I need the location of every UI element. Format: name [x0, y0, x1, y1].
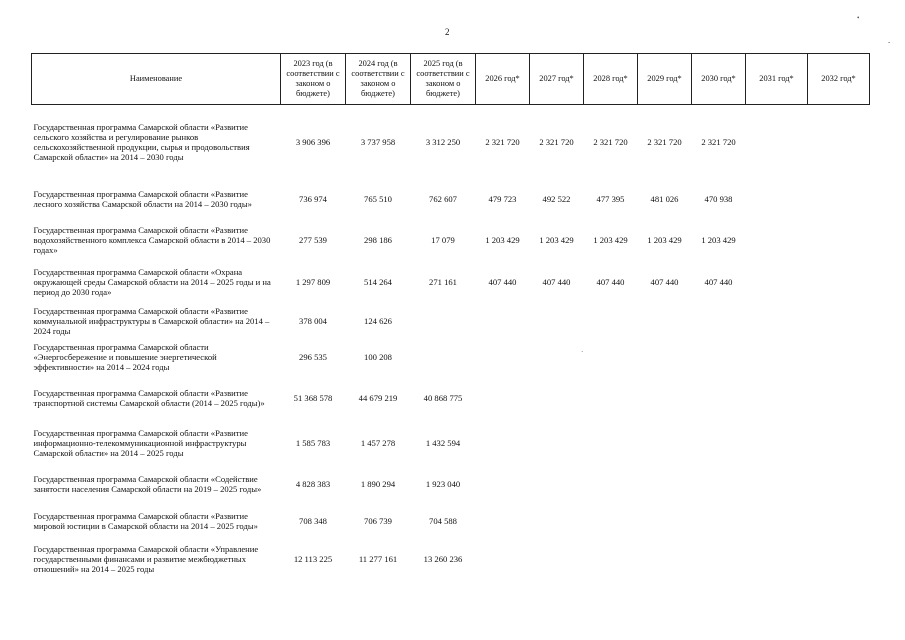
value-cell: 708 348	[299, 516, 327, 526]
value-cell: 477 395	[596, 193, 625, 204]
value-cell	[584, 466, 638, 503]
table-row	[32, 339, 870, 376]
value-cell: 470 938	[704, 193, 733, 204]
value-cell: 1 432 594	[425, 438, 461, 448]
value-cell	[746, 466, 808, 503]
value-cell	[808, 540, 870, 578]
value-cell	[411, 303, 476, 339]
value-cell	[808, 303, 870, 339]
program-name-cell: Государственная программа Самарской области «Развитие коммунальной инфраструктуры в Самарской области» на 2014 – 2024 годы	[33, 305, 270, 336]
value-cell	[584, 339, 638, 376]
value-cell	[692, 466, 746, 503]
table-row	[32, 503, 870, 540]
value-cell: 4 828 383	[295, 479, 331, 489]
value-cell: 271 161	[429, 276, 457, 287]
col-header-2023: 2023 год (в соответствии с законом о бюджете)	[281, 54, 346, 105]
value-cell: 762 607	[429, 193, 457, 204]
value-cell: 1 585 783	[295, 438, 331, 448]
value-cell: 124 626	[364, 315, 392, 326]
value-cell: 40 868 775	[423, 393, 463, 403]
value-cell: 13 260 236	[423, 553, 463, 564]
value-cell	[476, 540, 530, 578]
value-cell: 704 588	[429, 516, 457, 526]
scan-speck: -	[888, 38, 891, 46]
value-cell: 407 440	[704, 276, 733, 287]
value-cell	[746, 303, 808, 339]
value-cell	[638, 421, 692, 466]
value-cell	[808, 503, 870, 540]
value-cell	[530, 339, 584, 376]
value-cell	[411, 339, 476, 376]
table-row	[32, 540, 870, 578]
value-cell: 479 723	[488, 193, 517, 204]
value-cell	[638, 466, 692, 503]
value-cell	[584, 376, 638, 421]
value-cell: 1 203 429	[485, 234, 520, 245]
value-cell: 17 079	[431, 234, 455, 245]
program-name-cell: Государственная программа Самарской области «Развитие мировой юстиции в Самарской области на 2014 – 2025 годы»	[33, 511, 258, 531]
value-cell	[638, 303, 692, 339]
value-cell	[746, 421, 808, 466]
value-cell: 407 440	[650, 276, 679, 287]
value-cell	[746, 503, 808, 540]
value-cell: 2 321 720	[701, 136, 736, 147]
value-cell: 492 522	[542, 193, 571, 204]
value-cell	[746, 540, 808, 578]
program-name-cell: Государственная программа Самарской области «Развитие водохозяйственного комплекса Самарской области в 2014 – 2030 годах»	[33, 224, 271, 255]
value-cell	[808, 179, 870, 219]
program-name-cell: Государственная программа Самарской области «Развитие транспортной системы Самарской области (2014 – 2025 годы)»	[33, 388, 265, 408]
value-cell	[638, 339, 692, 376]
value-cell	[476, 503, 530, 540]
col-header-2029: 2029 год*	[638, 54, 692, 105]
value-cell	[746, 179, 808, 219]
value-cell	[808, 261, 870, 303]
value-cell	[530, 303, 584, 339]
value-cell	[530, 421, 584, 466]
value-cell	[692, 376, 746, 421]
value-cell	[692, 503, 746, 540]
col-header-2024: 2024 год (в соответствии с законом о бюджете)	[346, 54, 411, 105]
value-cell: 378 004	[299, 315, 327, 326]
col-header-2027: 2027 год*	[530, 54, 584, 105]
value-cell	[530, 466, 584, 503]
value-cell: 298 186	[364, 234, 392, 245]
value-cell: 407 440	[542, 276, 571, 287]
program-name-cell: Государственная программа Самарской области «Развитие информационно-телекоммуникационной инфраструктуры Самарской области» на 2014 – 2025 годы	[33, 428, 248, 458]
table-row	[32, 105, 870, 179]
value-cell: 2 321 720	[647, 136, 682, 147]
value-cell: 2 321 720	[485, 136, 520, 147]
program-name-cell: Государственная программа Самарской области «Управление государственными финансами и развитие межбюджетных отношений» на 2014 – 2025 годы	[33, 543, 259, 574]
value-cell: 1 890 294	[360, 479, 396, 489]
value-cell: 51 368 578	[293, 393, 333, 403]
table-row	[32, 376, 870, 421]
scan-speck: •	[857, 14, 860, 22]
table-row	[32, 261, 870, 303]
value-cell: 736 974	[299, 193, 327, 204]
value-cell: 3 906 396	[295, 136, 331, 147]
col-header-2025: 2025 год (в соответствии с законом о бюджете)	[411, 54, 476, 105]
value-cell	[584, 421, 638, 466]
value-cell	[808, 421, 870, 466]
value-cell	[530, 376, 584, 421]
program-name-cell: Государственная программа Самарской области «Охрана окружающей среды Самарской области на 2014 – 2025 годы и на период до 2030 года»	[33, 266, 271, 297]
value-cell: 296 535	[299, 352, 327, 362]
col-header-2026: 2026 год*	[476, 54, 530, 105]
value-cell	[746, 339, 808, 376]
value-cell: 1 457 278	[360, 438, 396, 448]
program-name-cell: Государственная программа Самарской области «Содействие занятости населения Самарской области на 2019 – 2025 годы»	[33, 474, 262, 494]
value-cell: 514 264	[364, 276, 392, 287]
value-cell	[692, 421, 746, 466]
scan-speck: ·	[581, 348, 584, 356]
value-cell: 11 277 161	[358, 553, 398, 564]
value-cell	[692, 303, 746, 339]
page-number: 2	[445, 27, 450, 37]
value-cell	[584, 540, 638, 578]
value-cell	[692, 339, 746, 376]
value-cell	[746, 261, 808, 303]
col-header-2032: 2032 год*	[808, 54, 870, 105]
value-cell: 12 113 225	[293, 553, 333, 564]
value-cell: 2 321 720	[539, 136, 574, 147]
value-cell: 481 026	[650, 193, 679, 204]
value-cell: 277 539	[299, 234, 327, 245]
value-cell	[746, 219, 808, 261]
table-row	[32, 303, 870, 339]
value-cell	[808, 339, 870, 376]
value-cell	[692, 540, 746, 578]
table-row	[32, 421, 870, 466]
value-cell	[530, 503, 584, 540]
value-cell	[808, 105, 870, 179]
header-row	[32, 54, 870, 105]
value-cell: 1 297 809	[295, 276, 331, 287]
col-header-name: Наименование	[32, 54, 281, 105]
value-cell: 765 510	[364, 193, 392, 204]
value-cell	[638, 503, 692, 540]
program-name-cell: Государственная программа Самарской области «Развитие лесного хозяйства Самарской области на 2014 – 2030 годы»	[33, 188, 252, 209]
value-cell	[476, 303, 530, 339]
table-row	[32, 179, 870, 219]
value-cell: 3 737 958	[360, 136, 396, 147]
value-cell	[808, 376, 870, 421]
value-cell: 407 440	[596, 276, 625, 287]
value-cell	[808, 219, 870, 261]
value-cell	[476, 466, 530, 503]
value-cell: 1 923 040	[425, 479, 461, 489]
value-cell: 1 203 429	[593, 234, 628, 245]
col-header-2031: 2031 год*	[746, 54, 808, 105]
col-header-2030: 2030 год*	[692, 54, 746, 105]
value-cell	[746, 376, 808, 421]
value-cell	[638, 376, 692, 421]
program-name-cell: Государственная программа Самарской области «Развитие сельского хозяйства и регулирование рынков сельскохозяйственной продукции, сырья и продовольствия Самарской области» на 2014 – 2030 годы	[33, 121, 250, 162]
value-cell	[476, 339, 530, 376]
table-row	[32, 466, 870, 503]
value-cell: 44 679 219	[358, 393, 398, 403]
value-cell	[476, 421, 530, 466]
value-cell: 1 203 429	[701, 234, 736, 245]
value-cell: 3 312 250	[425, 136, 461, 147]
value-cell: 1 203 429	[539, 234, 574, 245]
value-cell: 2 321 720	[593, 136, 628, 147]
value-cell	[638, 540, 692, 578]
value-cell: 706 739	[364, 516, 392, 526]
program-name-cell: Государственная программа Самарской области «Энергосбережение и повышение энергетической эффективности» на 2014 – 2024 годы	[33, 342, 217, 372]
value-cell	[746, 105, 808, 179]
value-cell	[584, 303, 638, 339]
value-cell: 407 440	[488, 276, 517, 287]
value-cell: 100 208	[364, 352, 392, 362]
value-cell	[808, 466, 870, 503]
value-cell: 1 203 429	[647, 234, 682, 245]
value-cell	[584, 503, 638, 540]
budget-table	[31, 53, 870, 578]
col-header-2028: 2028 год*	[584, 54, 638, 105]
value-cell	[476, 376, 530, 421]
table-row	[32, 219, 870, 261]
value-cell	[530, 540, 584, 578]
